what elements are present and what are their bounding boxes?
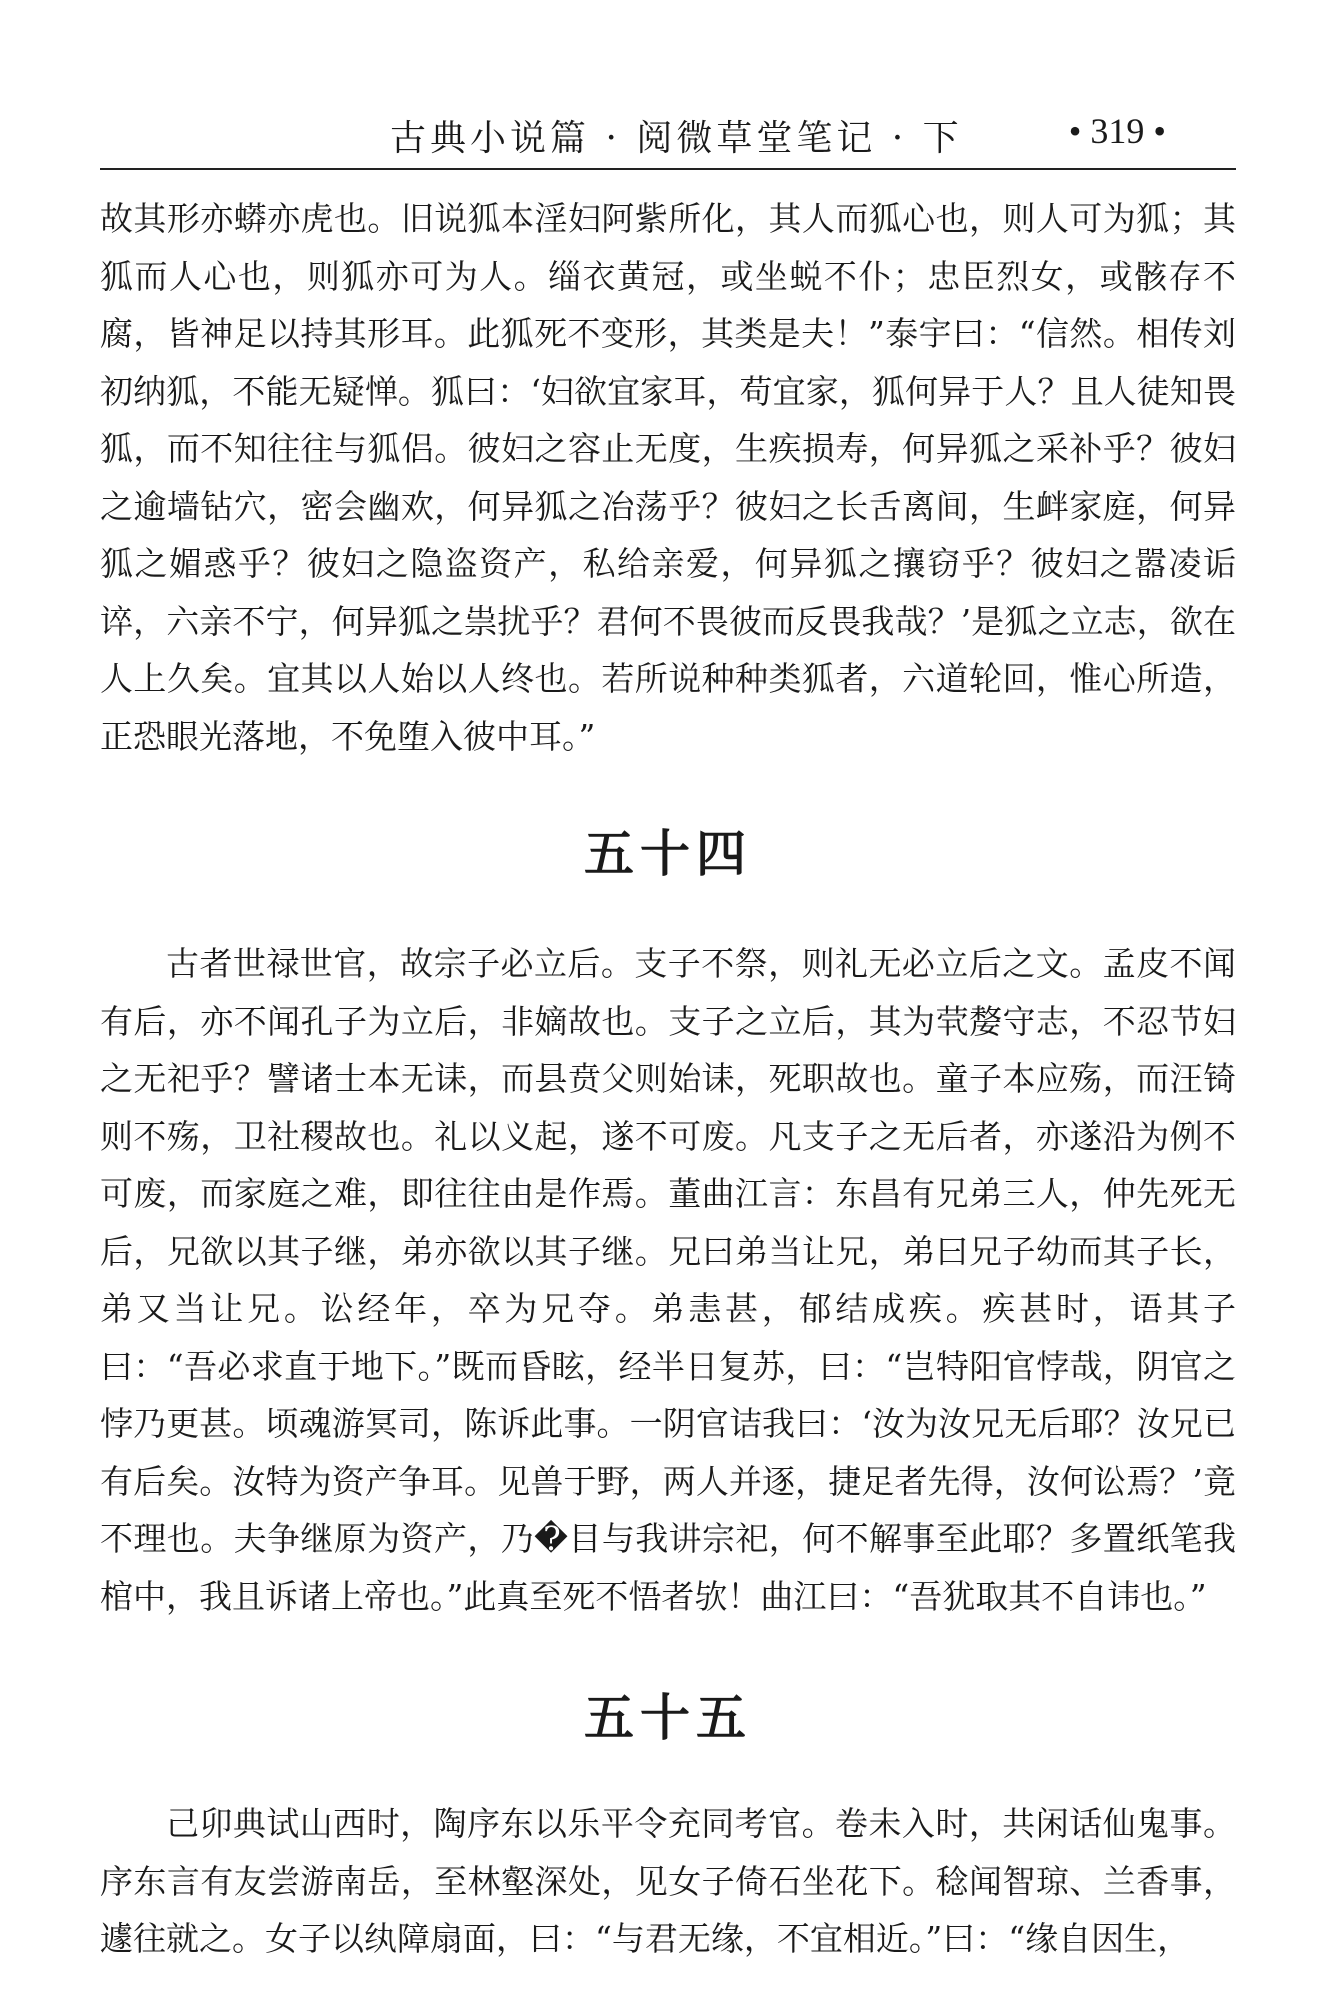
section-55-paragraph: 己卯典试山西时，陶序东以乐平令充同考官。卷未入时，共闲话仙鬼事。序东言有友尝游南岳，至林壑深处，见女子倚石坐花下。稔闻智琼、兰香事，遽往就之。女子以纨障扇面，曰：“与君无缘，不宜相近。”曰：“缘自因生， bbox=[100, 1804, 1236, 1958]
running-header bbox=[100, 104, 1236, 170]
page-body bbox=[100, 190, 1236, 1968]
section-heading-54: 五十四 bbox=[584, 825, 752, 883]
running-title: 古典小说篇 · 阅微草堂笔记 · 下 bbox=[390, 118, 963, 159]
section-54-paragraph: 古者世禄世官，故宗子必立后。支子不祭，则礼无必立后之文。孟皮不闻有后，亦不闻孔子为立后，非嫡故也。支子之立后，其为茕嫠守志，不忍节妇之无祀乎？譬诸士本无诔，而县贲父则始诔，死职故也。童子本应殇，而汪锜则不殇，卫社稷故也。礼以义起，遂不可废。凡支子之无后者，亦遂沿为例不可废，而家庭之难，即往往由是作焉。董曲江言：东昌有兄弟三人，仲先死无后，兄欲以其子继，弟亦欲以其子继。兄曰弟当让兄，弟曰兄子幼而其子长，弟又当让兄。讼经年，卒为兄夺。弟恚甚，郁结成疾。疾甚时，语其子曰：“吾必求直于地下。”既而昏眩，经半日复苏，曰：“岂特阳官悖哉，阴官之悖乃更甚。顷魂游冥司，陈诉此事。一阴官诘我曰：‘汝为汝兄无后耶？汝兄已有后矣。汝特为资产争耳。见兽于野，两人并逐，捷足者先得，汝何讼焉？’竟不理也。夫争继原为资产，乃�目与我讲宗祀，何不解事至此耶？多置纸笔我棺中，我且诉诸上帝也。”此真至死不悟者欤！曲江曰：“吾犹取其不自讳也。” bbox=[100, 944, 1236, 1616]
page-number: • 319 • bbox=[1068, 111, 1166, 151]
continued-paragraph: 故其形亦蟒亦虎也。旧说狐本淫妇阿紫所化，其人而狐心也，则人可为狐；其狐而人心也，则狐亦可为人。缁衣黄冠，或坐蜕不仆；忠臣烈女，或骸存不腐，皆神足以持其形耳。此狐死不变形，其类是夫！”泰宇曰：“信然。相传刘初纳狐，不能无疑惮。狐曰：‘妇欲宜家耳，苟宜家，狐何异于人？且人徒知畏狐，而不知往往与狐侣。彼妇之容止无度，生疾损寿，何异狐之采补乎？彼妇之逾墙钻穴，密会幽欢，何异狐之冶荡乎？彼妇之长舌离间，生衅家庭，何异狐之媚惑乎？彼妇之隐盗资产，私给亲爱，何异狐之攘窃乎？彼妇之嚣凌诟谇，六亲不宁，何异狐之祟扰乎？君何不畏彼而反畏我哉？’是狐之立志，欲在人上久矣。宜其以人始以人终也。若所说种种类狐者，六道轮回，惟心所造，正恐眼光落地，不免堕入彼中耳。” bbox=[100, 199, 1236, 756]
section-heading-55: 五十五 bbox=[584, 1689, 752, 1747]
